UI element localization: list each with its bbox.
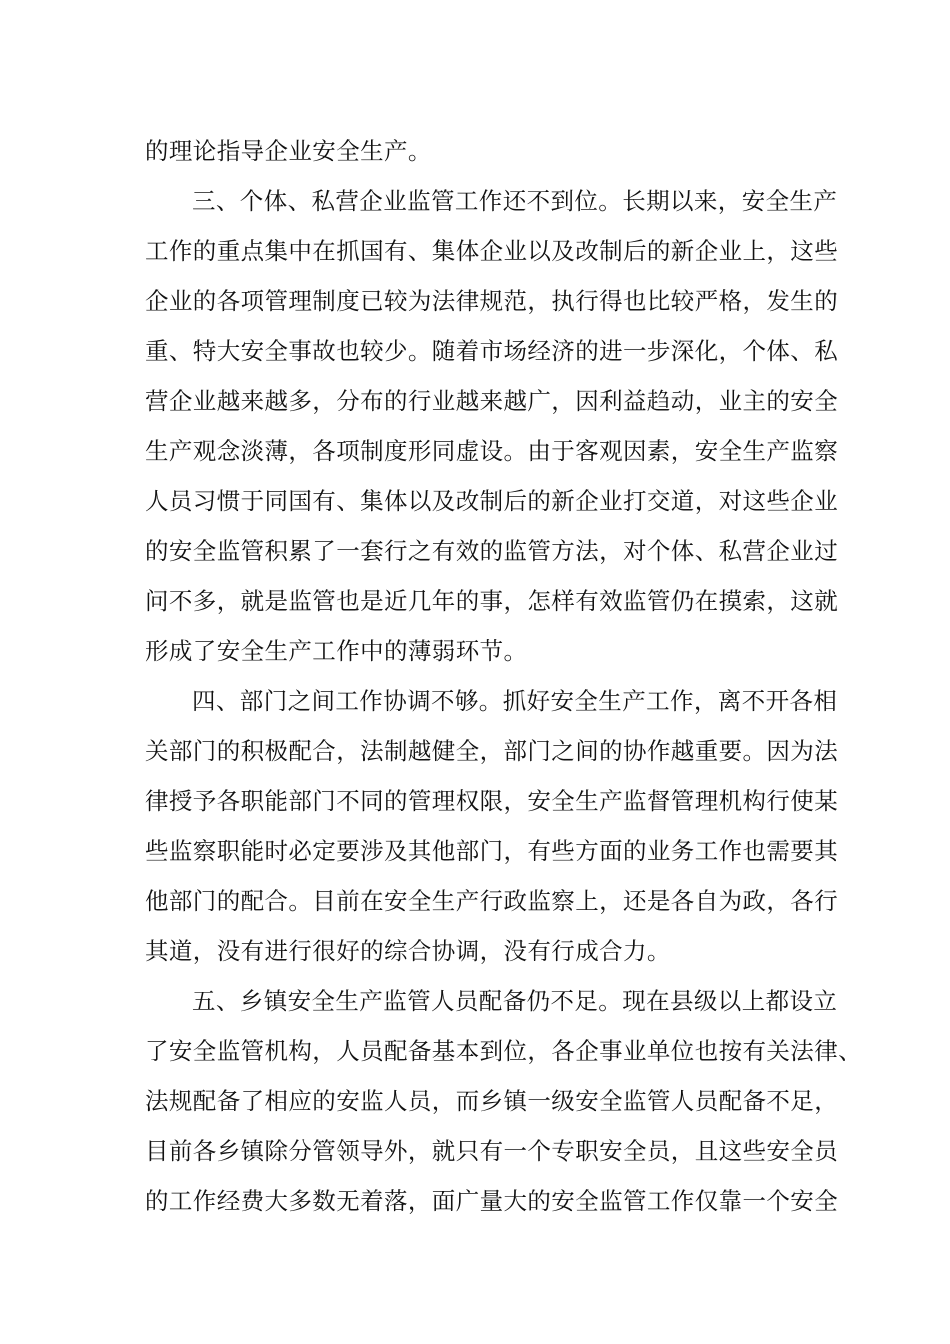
text-line: 工作的重点集中在抓国有、集体企业以及改制后的新企业上，这些	[145, 237, 839, 265]
text-line: 了安全监管机构，人员配备基本到位，各企事业单位也按有关法律、	[145, 1037, 862, 1065]
paragraph-heading-5: 五、乡镇安全生产监管人员配备仍不足。现在县级以上都设立	[192, 987, 838, 1015]
text-line: 的安全监管积累了一套行之有效的监管方法，对个体、私营企业过	[145, 537, 839, 565]
text-line: 的理论指导企业安全生产。	[145, 137, 432, 165]
text-line: 关部门的积极配合，法制越健全，部门之间的协作越重要。因为法	[145, 737, 839, 765]
paragraph-heading-4: 四、部门之间工作协调不够。抓好安全生产工作，离不开各相	[192, 687, 838, 715]
text-line: 目前各乡镇除分管领导外，就只有一个专职安全员，且这些安全员	[145, 1137, 839, 1165]
text-line: 营企业越来越多，分布的行业越来越广，因利益趋动，业主的安全	[145, 387, 839, 415]
paragraph-heading-3: 三、个体、私营企业监管工作还不到位。长期以来，安全生产	[192, 187, 838, 215]
text-line: 的工作经费大多数无着落，面广量大的安全监管工作仅靠一个安全	[145, 1187, 839, 1215]
text-line: 其道，没有进行很好的综合协调，没有行成合力。	[145, 937, 671, 965]
text-line: 他部门的配合。目前在安全生产行政监察上，还是各自为政，各行	[145, 887, 839, 915]
text-line: 法规配备了相应的安监人员，而乡镇一级安全监管人员配备不足，	[145, 1087, 839, 1115]
text-line: 问不多，就是监管也是近几年的事，怎样有效监管仍在摸索，这就	[145, 587, 839, 615]
text-line: 企业的各项管理制度已较为法律规范，执行得也比较严格，发生的	[145, 287, 839, 315]
text-line: 生产观念淡薄，各项制度形同虚设。由于客观因素，安全生产监察	[145, 437, 839, 465]
text-line: 些监察职能时必定要涉及其他部门，有些方面的业务工作也需要其	[145, 837, 839, 865]
text-line: 重、特大安全事故也较少。随着市场经济的进一步深化，个体、私	[145, 337, 839, 365]
text-line: 律授予各职能部门不同的管理权限，安全生产监督管理机构行使某	[145, 787, 839, 815]
text-line: 形成了安全生产工作中的薄弱环节。	[145, 637, 528, 665]
text-line: 人员习惯于同国有、集体以及改制后的新企业打交道，对这些企业	[145, 487, 839, 515]
